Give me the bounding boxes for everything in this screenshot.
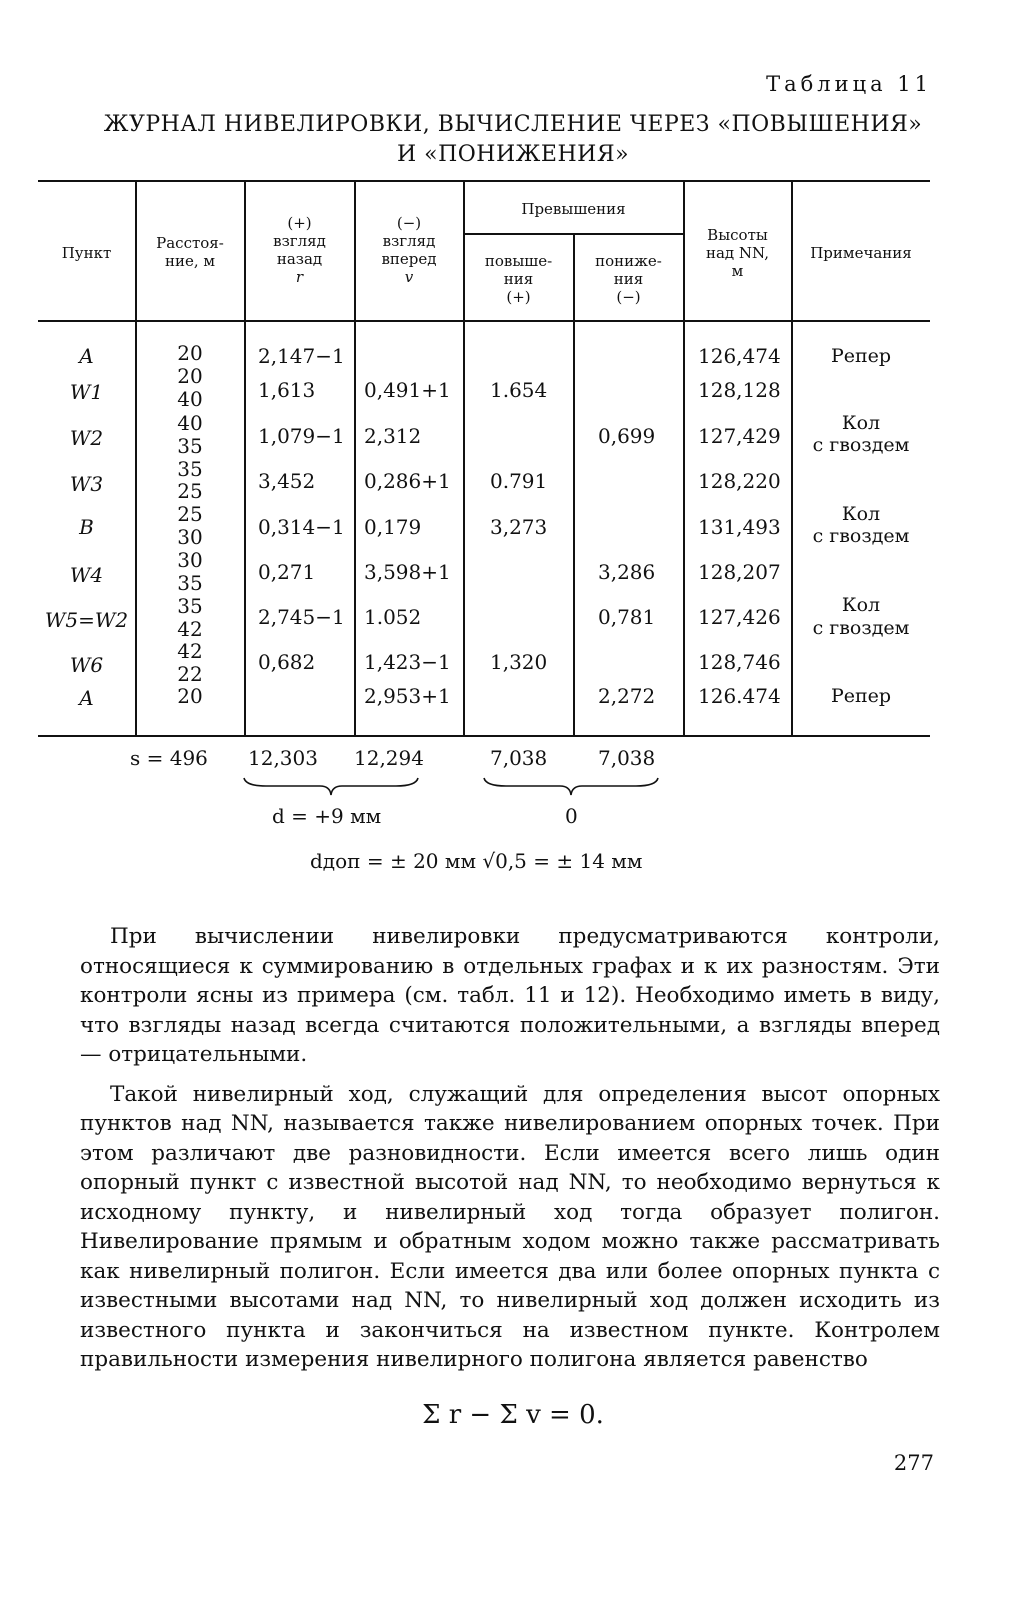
distance-cell: 40 xyxy=(177,387,203,411)
backsight-cell: 2,745−1 xyxy=(258,605,345,629)
header-distance xyxy=(136,234,244,270)
sum-fall: 7,038 xyxy=(598,746,656,770)
note-cell: с гвоздем xyxy=(812,617,910,639)
point-cell: W4 xyxy=(69,563,104,587)
header-back-sign: (+) xyxy=(287,214,312,232)
header-rise-line1: повыше- xyxy=(484,252,553,270)
distance-cell: 35 xyxy=(177,594,203,618)
header-rise xyxy=(464,252,573,306)
fall-cell: 3,286 xyxy=(598,560,656,584)
header-distance-line1: Расстоя- xyxy=(156,234,224,252)
foresight-cell: 1.052 xyxy=(364,605,422,629)
header-fore-line2: вперед xyxy=(381,250,437,268)
backsight-cell: 1,613 xyxy=(258,378,316,402)
sum-rise: 7,038 xyxy=(490,746,548,770)
point-cell: W1 xyxy=(69,380,104,404)
note-cell: Кол xyxy=(841,594,881,616)
fall-cell: 0,781 xyxy=(598,605,656,629)
note-cell: с гвоздем xyxy=(812,434,910,456)
distance-cell: 22 xyxy=(177,662,203,686)
backsight-cell: 1,079−1 xyxy=(258,424,345,448)
backsight-cell: 0,314−1 xyxy=(258,515,345,539)
header-height-line1: Высоты xyxy=(707,226,768,244)
point-cell: A xyxy=(79,344,94,368)
header-back-line2: назад xyxy=(276,250,323,268)
foresight-cell: 0,286+1 xyxy=(364,469,451,493)
fall-cell: 0,699 xyxy=(598,424,656,448)
table-top-rule xyxy=(38,180,930,182)
paragraph-controls: При вычислении нивелировки предусматриваются контроли, относящиеся к суммированию в отдельных графах и к их разностям. Эти контроли ясны из примера (см. табл. 11 и 12). Необходимо иметь в виду, что взгляды назад всегда считаются положительными, а взгляды вперед — отрицательными. xyxy=(80,924,940,1067)
header-fall-line1: пониже- xyxy=(595,252,662,270)
header-point: Пункт xyxy=(61,244,112,262)
distance-cell: 25 xyxy=(177,479,203,503)
backsight-cell: 0,271 xyxy=(258,560,316,584)
equality-formula: Σ r − Σ v = 0. xyxy=(422,1400,604,1430)
rise-cell: 3,273 xyxy=(490,515,548,539)
foresight-cell: 0,179 xyxy=(364,515,422,539)
point-cell: A xyxy=(79,686,94,710)
allowed-misclosure: dдоп = ± 20 мм √0,5 = ± 14 мм xyxy=(310,849,643,873)
foresight-cell: 0,491+1 xyxy=(364,378,451,402)
height-cell: 127,426 xyxy=(698,605,781,629)
height-cell: 128,128 xyxy=(698,378,781,402)
note-cell: с гвоздем xyxy=(812,525,910,547)
page-number: 277 xyxy=(893,1451,934,1475)
height-cell: 126,474 xyxy=(698,344,781,368)
distance-cell: 42 xyxy=(177,639,203,663)
point-cell: W5=W2 xyxy=(44,608,129,632)
header-rise-line3: (+) xyxy=(506,288,531,306)
distance-cell: 20 xyxy=(177,364,203,388)
paragraph-polygon: Такой нивелирный ход, служащий для определения высот опорных пунктов над NN, называется также нивелированием опорных точек. При этом различают две разновидности. Если имеется всего лишь один опорный пункт с известной высотой над NN, то необходимо вернуться к исходному пункту, и нивелирный ход тогда образует полигон. Нивелирование прямым и обратным ходом можно также рассматривать как нивелирный полигон. Если имеется два или более опорных пункта с известными высотами над NN, то нивелирный ход должен исходить из известного пункта и закончиться на известном пункте. Контролем правильности измерения нивелирного полигона является равенство xyxy=(80,1081,940,1372)
header-fore-sign: (−) xyxy=(396,214,422,232)
backsight-cell: 2,147−1 xyxy=(258,344,345,368)
col-divider xyxy=(573,234,575,735)
header-height xyxy=(684,226,791,280)
distance-cell: 35 xyxy=(177,457,203,481)
height-cell: 127,429 xyxy=(698,424,781,448)
sum-foresight: 12,294 xyxy=(354,746,424,770)
header-fall-line2: ния xyxy=(613,270,644,288)
height-cell: 131,493 xyxy=(698,515,781,539)
difference-zero: 0 xyxy=(565,804,578,828)
distance-cell: 35 xyxy=(177,434,203,458)
header-foresight xyxy=(355,214,463,286)
note-cell: Репер xyxy=(830,685,892,707)
header-fall-line3: (−) xyxy=(616,288,641,306)
foresight-cell: 1,423−1 xyxy=(364,650,451,674)
brace-right xyxy=(482,776,660,798)
brace-left xyxy=(242,776,420,798)
height-cell: 128,207 xyxy=(698,560,781,584)
distance-cell: 20 xyxy=(177,684,203,708)
distance-cell: 35 xyxy=(177,571,203,595)
distance-cell: 42 xyxy=(177,617,203,641)
col-divider xyxy=(791,182,793,735)
point-cell: W6 xyxy=(69,653,104,677)
foresight-cell: 2,312 xyxy=(364,424,422,448)
foresight-cell: 2,953+1 xyxy=(364,684,451,708)
rise-cell: 1.654 xyxy=(490,378,548,402)
header-excess: Превышения xyxy=(521,200,626,218)
header-height-line2: над NN, xyxy=(705,244,769,262)
sum-distance: s = 496 xyxy=(130,746,208,770)
note-cell: Репер xyxy=(830,345,892,367)
sum-backsight: 12,303 xyxy=(248,746,318,770)
height-cell: 128,746 xyxy=(698,650,781,674)
table-label: Таблица 11 xyxy=(766,72,932,96)
distance-cell: 25 xyxy=(177,502,203,526)
table-bottom-rule xyxy=(38,735,930,737)
point-cell: W2 xyxy=(69,426,104,450)
table-title-line1: ЖУРНАЛ НИВЕЛИРОВКИ, ВЫЧИСЛЕНИЕ ЧЕРЕЗ «ПОВЫШЕНИЯ» xyxy=(103,112,923,137)
foresight-cell: 3,598+1 xyxy=(364,560,451,584)
header-fall xyxy=(574,252,683,306)
distance-cell: 30 xyxy=(177,525,203,549)
height-cell: 128,220 xyxy=(698,469,781,493)
header-fore-symbol: v xyxy=(404,268,414,286)
header-height-line3: м xyxy=(731,262,744,280)
note-cell: Кол xyxy=(841,503,881,525)
height-cell: 126.474 xyxy=(698,684,781,708)
fall-cell: 2,272 xyxy=(598,684,656,708)
header-back-line1: взгляд xyxy=(273,232,326,250)
difference-d: d = +9 мм xyxy=(272,804,382,828)
distance-cell: 20 xyxy=(177,341,203,365)
table-title-line2: И «ПОНИЖЕНИЯ» xyxy=(396,142,630,167)
point-cell: W3 xyxy=(69,472,104,496)
point-cell: B xyxy=(79,515,94,539)
backsight-cell: 3,452 xyxy=(258,469,316,493)
backsight-cell: 0,682 xyxy=(258,650,316,674)
header-back-symbol: r xyxy=(295,268,304,286)
header-rise-line2: ния xyxy=(503,270,534,288)
distance-cell: 40 xyxy=(177,411,203,435)
header-distance-line2: ние, м xyxy=(164,252,216,270)
header-fore-line1: взгляд xyxy=(382,232,436,250)
note-cell: Кол xyxy=(841,412,881,434)
header-notes: Примечания xyxy=(810,244,912,262)
rise-cell: 1,320 xyxy=(490,650,548,674)
body-text xyxy=(80,922,940,1375)
rise-cell: 0.791 xyxy=(490,469,548,493)
distance-cell: 30 xyxy=(177,548,203,572)
table-header-rule xyxy=(38,320,930,322)
header-backsight xyxy=(245,214,354,286)
